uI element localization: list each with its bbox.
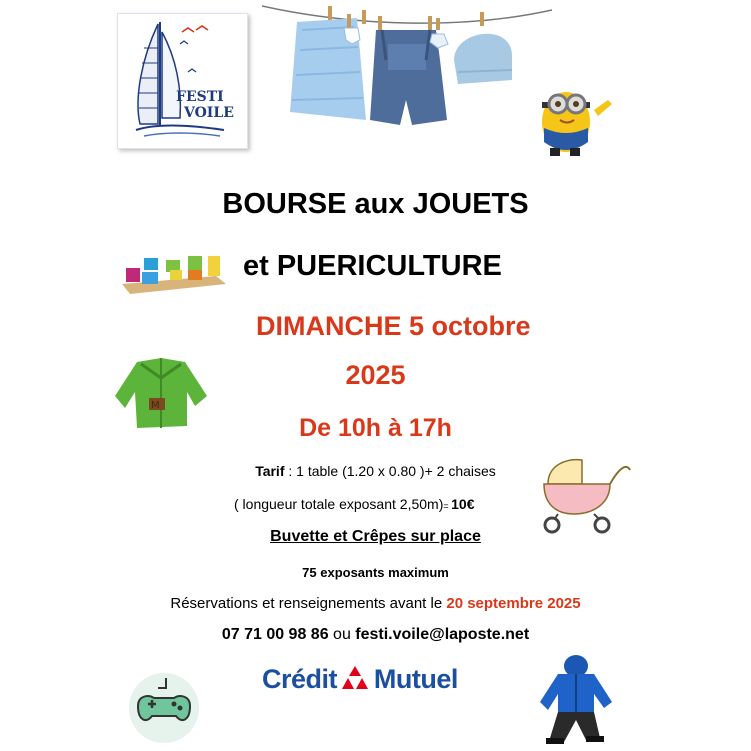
pram-icon bbox=[538, 454, 634, 536]
reservation-line bbox=[0, 595, 751, 612]
title-line1: BOURSE aux JOUETS bbox=[222, 188, 529, 220]
credit-mutuel-logo bbox=[262, 664, 458, 698]
tarif-line1 bbox=[0, 463, 751, 479]
tarif-length: ( longueur totale exposant 2,50m) bbox=[234, 496, 444, 512]
reservation-deadline: 20 septembre 2025 bbox=[446, 595, 581, 612]
clothesline-icon bbox=[262, 0, 552, 140]
contact-or: ou bbox=[328, 626, 356, 643]
credit-mutuel-symbol-icon bbox=[341, 665, 369, 691]
title-line2: et PUERICULTURE bbox=[243, 250, 502, 282]
date-line1: DIMANCHE 5 octobre bbox=[256, 311, 531, 341]
tarif-text: : 1 table (1.20 x 0.80 )+ 2 chaises bbox=[284, 463, 496, 479]
tarif-equals: = bbox=[443, 501, 452, 511]
exposants-max: 75 exposants maximum bbox=[302, 565, 449, 580]
svg-text:M: M bbox=[151, 400, 160, 411]
contact-phone: 07 71 00 98 86 bbox=[221, 626, 329, 643]
contact-line bbox=[0, 626, 751, 644]
sailboat-logo-icon bbox=[124, 18, 242, 144]
game-controller-icon bbox=[126, 670, 202, 746]
sponsor-part1: Crédit bbox=[262, 664, 338, 694]
tarif-label: Tarif bbox=[255, 463, 285, 479]
baby-outfit-icon bbox=[538, 652, 616, 748]
hours: De 10h à 17h bbox=[299, 414, 452, 442]
date-line2: 2025 bbox=[345, 360, 406, 390]
stacking-toy-icon bbox=[120, 250, 228, 296]
logo-line2: VOILE bbox=[184, 105, 234, 121]
logo-line1: FESTI bbox=[176, 89, 224, 105]
contact-email: festi.voile@laposte.net bbox=[355, 626, 530, 643]
festi-voile-logo bbox=[117, 13, 248, 149]
minion-icon bbox=[536, 80, 616, 162]
tarif-line2 bbox=[234, 496, 474, 512]
reservation-text: Réservations et renseignements avant le bbox=[170, 595, 447, 612]
tarif-price: 10€ bbox=[451, 496, 475, 512]
buvette-notice: Buvette et Crêpes sur place bbox=[270, 528, 481, 545]
sponsor-part2: Mutuel bbox=[373, 664, 458, 694]
